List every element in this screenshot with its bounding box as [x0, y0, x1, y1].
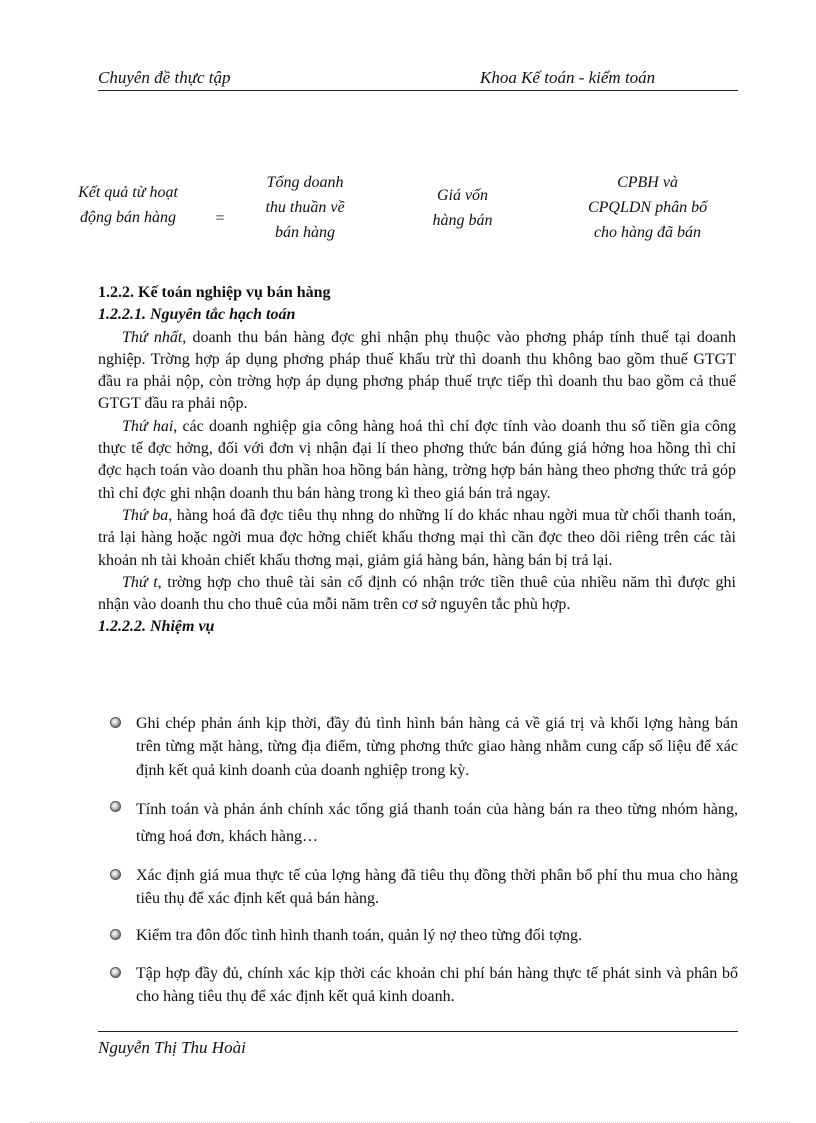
- paragraph-third: [98, 505, 736, 572]
- formula-equals: =: [215, 210, 225, 227]
- formula-cogs: Giá vốn hàng bán: [432, 187, 493, 229]
- paragraph-lead: Thứ hai: [122, 417, 174, 435]
- header-right: Khoa Kế toán - kiểm toán: [480, 68, 656, 87]
- paragraph-text: , hàng hoá đã đợc tiêu thụ nhng do những lí do khác nhau ngời mua từ chối thanh toán, trả lại hàng hoặc ngời mua đợc hởng chiết khấu thơng mại thì cần đợc theo dõi riêng trên các tài khoản nh tài khoản chiết khấu thơng mại, giảm giá hàng bán, hàng bán bị trả lại.: [98, 506, 737, 569]
- paragraph-first: [98, 327, 736, 416]
- bullet-icon: [110, 801, 121, 812]
- formula-result: Kết quả từ hoạt động bán hàng: [78, 184, 178, 226]
- list-item: Xác định giá mua thực tế của lợng hàng đã tiêu thụ đồng thời phân bổ phí thu mua cho hàng tiêu thụ để xác định kết quả bán hàng.: [108, 864, 738, 911]
- subsection-heading-principles: 1.2.2.1. Nguyên tắc hạch toán: [98, 306, 296, 324]
- paragraph-text: , doanh thu bán hàng đợc ghi nhận phụ thuộc vào phơng pháp tính thuế tại doanh nghiệp. Trờng hợp áp dụng phơng pháp thuế khấu trừ thì doanh thu không bao gồm thuế GTGT đầu ra phải nộp, còn trờng hợp áp dụng phơng pháp thuế trực tiếp thì doanh thu bao gồm cả thuế GTGT đầu ra phải nộp.: [98, 328, 736, 413]
- bullet-icon: [110, 929, 121, 940]
- subsection-heading-duties: 1.2.2.2. Nhiệm vụ: [98, 618, 215, 636]
- bullet-icon: [110, 967, 121, 978]
- list-item: Tập hợp đầy đủ, chính xác kịp thời các khoản chi phí bán hàng thực tế phát sinh và phân bổ cho hàng tiêu thụ để xác định kết quả kinh doanh.: [108, 962, 738, 1009]
- list-item: Kiểm tra đôn đốc tình hình thanh toán, quản lý nợ theo từng đối tợng.: [108, 924, 738, 947]
- paragraph-lead: Thứ nhất: [122, 328, 183, 346]
- paragraph-text: , trờng hợp cho thuê tài sản cố định có nhận trớc tiền thuê của nhiều năm thì được ghi nhận vào doanh thu cho thuê của mỗi năm trên cơ sở nguyên tắc phù hợp.: [98, 573, 737, 614]
- list-item: Tính toán và phản ánh chính xác tổng giá thanh toán của hàng bán ra theo từng nhóm hàng, từng hoá đơn, khách hàng…: [108, 796, 738, 850]
- footer-divider: [98, 1031, 738, 1032]
- list-item: Ghi chép phản ánh kịp thời, đầy đủ tình hình bán hàng cả về giá trị và khối lợng hàng bán trên từng mặt hàng, từng địa điểm, từng phơng thức giao hàng nhằm cung cấp số liệu để xác định kết quả kinh doanh của doanh nghiệp trong kỳ.: [108, 712, 738, 782]
- bullet-icon: [110, 869, 121, 880]
- header-left: Chuyên đề thực tập: [98, 68, 231, 87]
- footer-author: Nguyễn Thị Thu Hoài: [98, 1038, 246, 1057]
- section-heading: 1.2.2. Kế toán nghiệp vụ bán hàng: [98, 284, 331, 301]
- paragraph-lead: Thứ t: [122, 573, 158, 591]
- paragraph-text: , các doanh nghiệp gia công hàng hoá thì chỉ đợc tính vào doanh thu số tiền gia công thực tế đợc hởng, đối với đơn vị nhận đại lí theo phơng thức bán đúng giá hởng hoa hồng thì chỉ đợc hạch toán vào doanh thu phần hoa hồng bán hàng, trờng hợp bán hàng theo phơng thức trả góp thì chỉ đợc ghi nhận doanh thu bán hàng trong kì theo giá bán trả ngay.: [98, 417, 736, 502]
- paragraph-second: [98, 416, 736, 505]
- duties-list: [108, 712, 738, 1008]
- formula-revenue: Tổng doanh thu thuần về bán hàng: [265, 174, 345, 241]
- formula-selling-admin-costs: CPBH và CPQLDN phân bổ cho hàng đã bán: [587, 174, 708, 241]
- paragraph-lead: Thứ ba: [122, 506, 169, 524]
- paragraph-fourth: [98, 572, 736, 617]
- header-divider: [98, 90, 738, 91]
- bullet-icon: [110, 717, 121, 728]
- section-body: [98, 282, 736, 639]
- formula-block: [0, 170, 816, 260]
